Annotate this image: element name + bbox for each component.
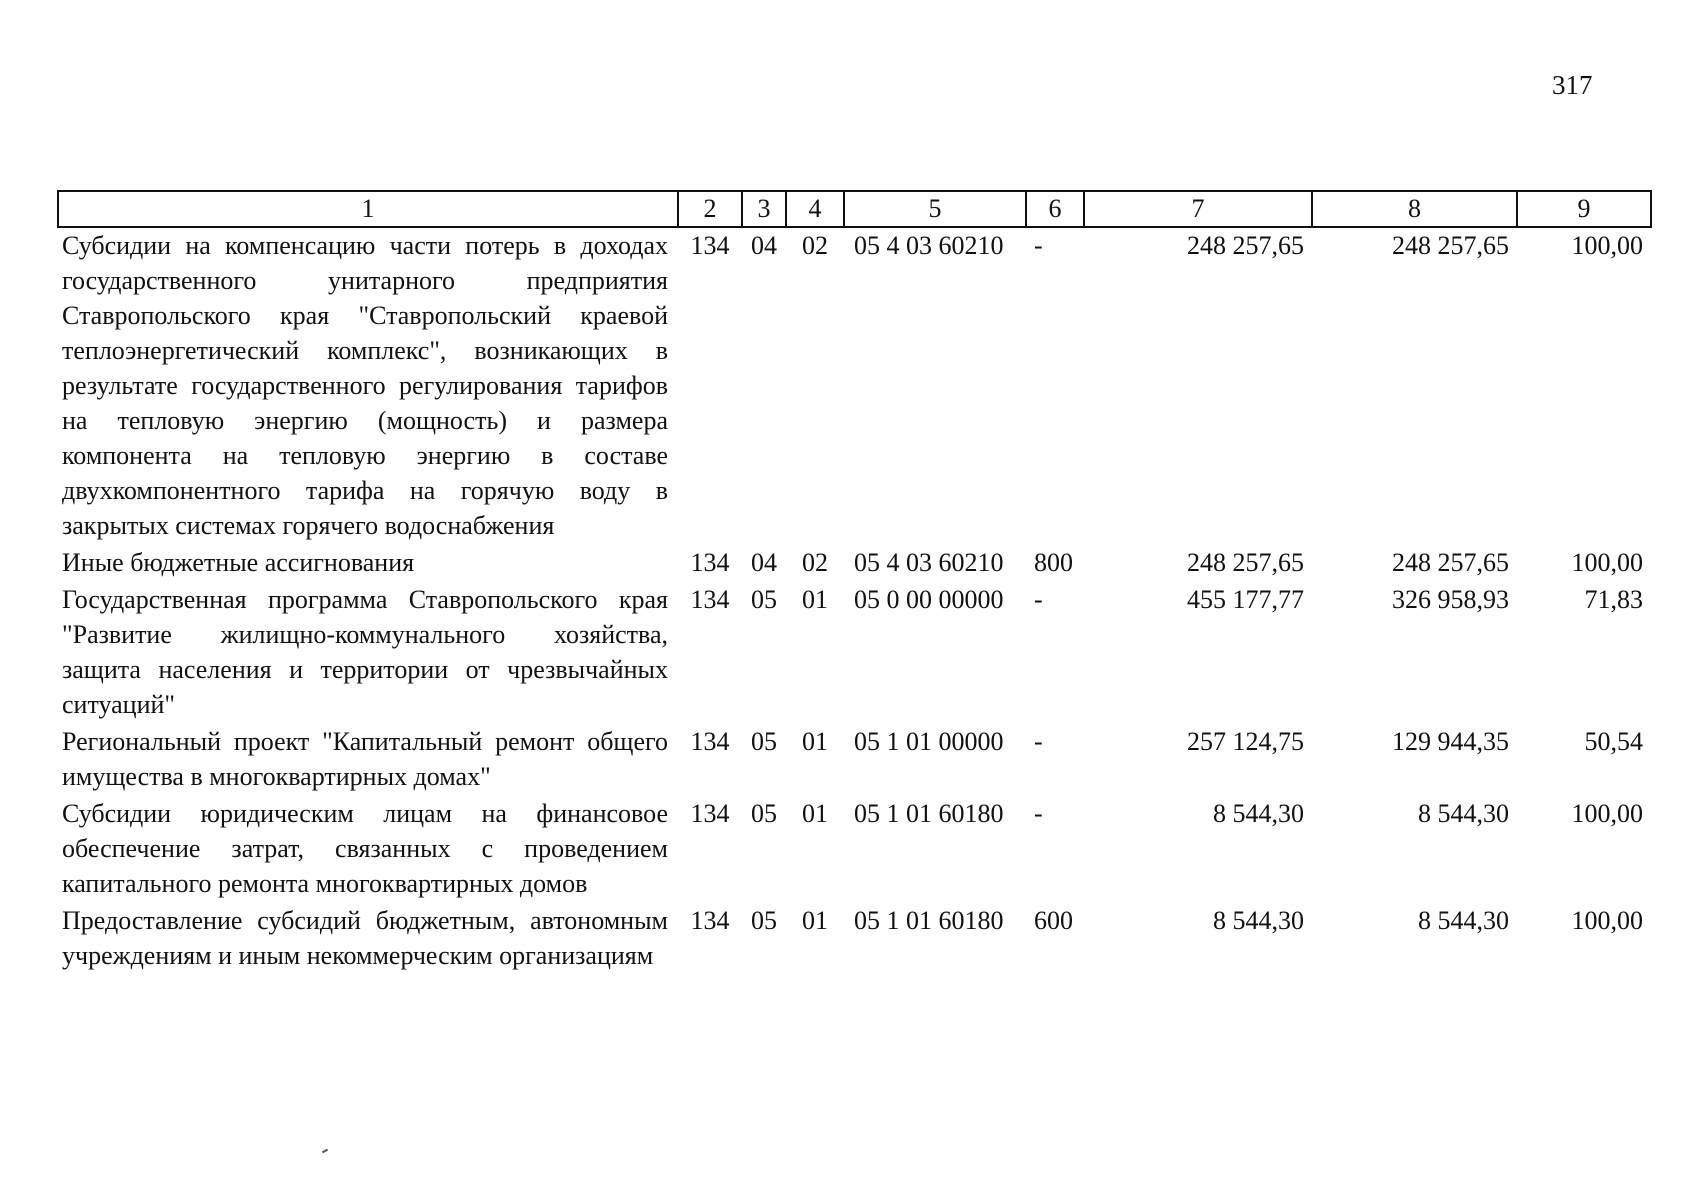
table-row [58,582,1651,724]
cell-ministry-code: 134 [690,231,730,260]
cell-ministry-code: 134 [690,585,730,614]
cell-subsection: 01 [802,906,828,935]
header-col-2: 2 [678,191,742,227]
cell-section: 04 [751,548,777,577]
header-row [58,191,1651,227]
row-name: Государственная программа Ставропольского края "Развитие жилищно-коммунального хозяйства, защита населения и территории от чрезвычайных ситуаций" [62,585,668,719]
budget-table [57,190,1652,973]
cell-planned: 455 177,77 [1187,585,1304,614]
table-body [58,227,1651,973]
cell-section: 05 [751,585,777,614]
cell-planned: 8 544,30 [1213,906,1304,935]
header-col-7: 7 [1084,191,1312,227]
cell-subsection: 02 [802,231,828,260]
row-name: Иные бюджетные ассигнования [62,548,415,577]
cell-subsection: 02 [802,548,828,577]
header-col-8: 8 [1312,191,1517,227]
header-col-4: 4 [786,191,844,227]
header-col-5: 5 [844,191,1026,227]
table-row [58,545,1651,582]
row-name: Предоставление субсидий бюджетным, автономным учреждениям и иным некоммерческим организациям [62,906,668,970]
cell-ministry-code: 134 [690,548,730,577]
cell-ministry-code: 134 [690,727,730,756]
cell-subsection: 01 [802,727,828,756]
cell-target-article: 05 4 03 60210 [854,548,1004,577]
cell-planned: 8 544,30 [1213,799,1304,828]
cell-expense-type: - [1034,231,1043,260]
cell-target-article: 05 0 00 00000 [854,585,1004,614]
cell-expense-type: - [1034,727,1043,756]
cell-planned: 257 124,75 [1187,727,1304,756]
header-col-9: 9 [1517,191,1651,227]
table-row [58,227,1651,545]
cell-section: 05 [751,906,777,935]
cell-executed: 129 944,35 [1392,727,1509,756]
scan-speck [322,1149,328,1154]
cell-executed: 248 257,65 [1392,231,1509,260]
table-row [58,796,1651,903]
page-number: 317 [1552,70,1593,100]
cell-percent: 100,00 [1571,548,1643,577]
cell-subsection: 01 [802,799,828,828]
cell-planned: 248 257,65 [1187,231,1304,260]
cell-percent: 50,54 [1584,727,1643,756]
cell-percent: 71,83 [1584,585,1643,614]
header-col-3: 3 [742,191,786,227]
cell-executed: 326 958,93 [1392,585,1509,614]
cell-executed: 8 544,30 [1418,799,1509,828]
cell-expense-type: 600 [1034,906,1073,935]
cell-percent: 100,00 [1571,799,1643,828]
cell-section: 04 [751,231,777,260]
cell-expense-type: - [1034,585,1043,614]
row-name: Субсидии на компенсацию части потерь в доходах государственного унитарного предприятия Ставропольского края "Ставропольский краевой теплоэнергетический комплекс", возникающих в результате государственного регулирования тарифов на тепловую энергию (мощность) и размера компонента на тепловую энергию в составе двухкомпонентного тарифа на горячую воду в закрытых системах горячего водоснабжения [62,231,668,540]
cell-target-article: 05 1 01 60180 [854,799,1004,828]
cell-target-article: 05 1 01 60180 [854,906,1004,935]
cell-executed: 8 544,30 [1418,906,1509,935]
cell-ministry-code: 134 [690,799,730,828]
row-name: Субсидии юридическим лицам на финансовое обеспечение затрат, связанных с проведением капитального ремонта многоквартирных домов [62,799,668,898]
cell-subsection: 01 [802,585,828,614]
cell-target-article: 05 1 01 00000 [854,727,1004,756]
cell-section: 05 [751,799,777,828]
cell-section: 05 [751,727,777,756]
header-col-6: 6 [1026,191,1084,227]
cell-expense-type: - [1034,799,1043,828]
cell-percent: 100,00 [1571,231,1643,260]
table-row [58,724,1651,796]
cell-executed: 248 257,65 [1392,548,1509,577]
header-col-1: 1 [58,191,678,227]
cell-expense-type: 800 [1034,548,1073,577]
table-header [58,191,1651,227]
cell-ministry-code: 134 [690,906,730,935]
cell-percent: 100,00 [1571,906,1643,935]
cell-planned: 248 257,65 [1187,548,1304,577]
cell-target-article: 05 4 03 60210 [854,231,1004,260]
row-name: Региональный проект "Капитальный ремонт общего имущества в многоквартирных домах" [62,727,668,791]
table-row [58,903,1651,973]
